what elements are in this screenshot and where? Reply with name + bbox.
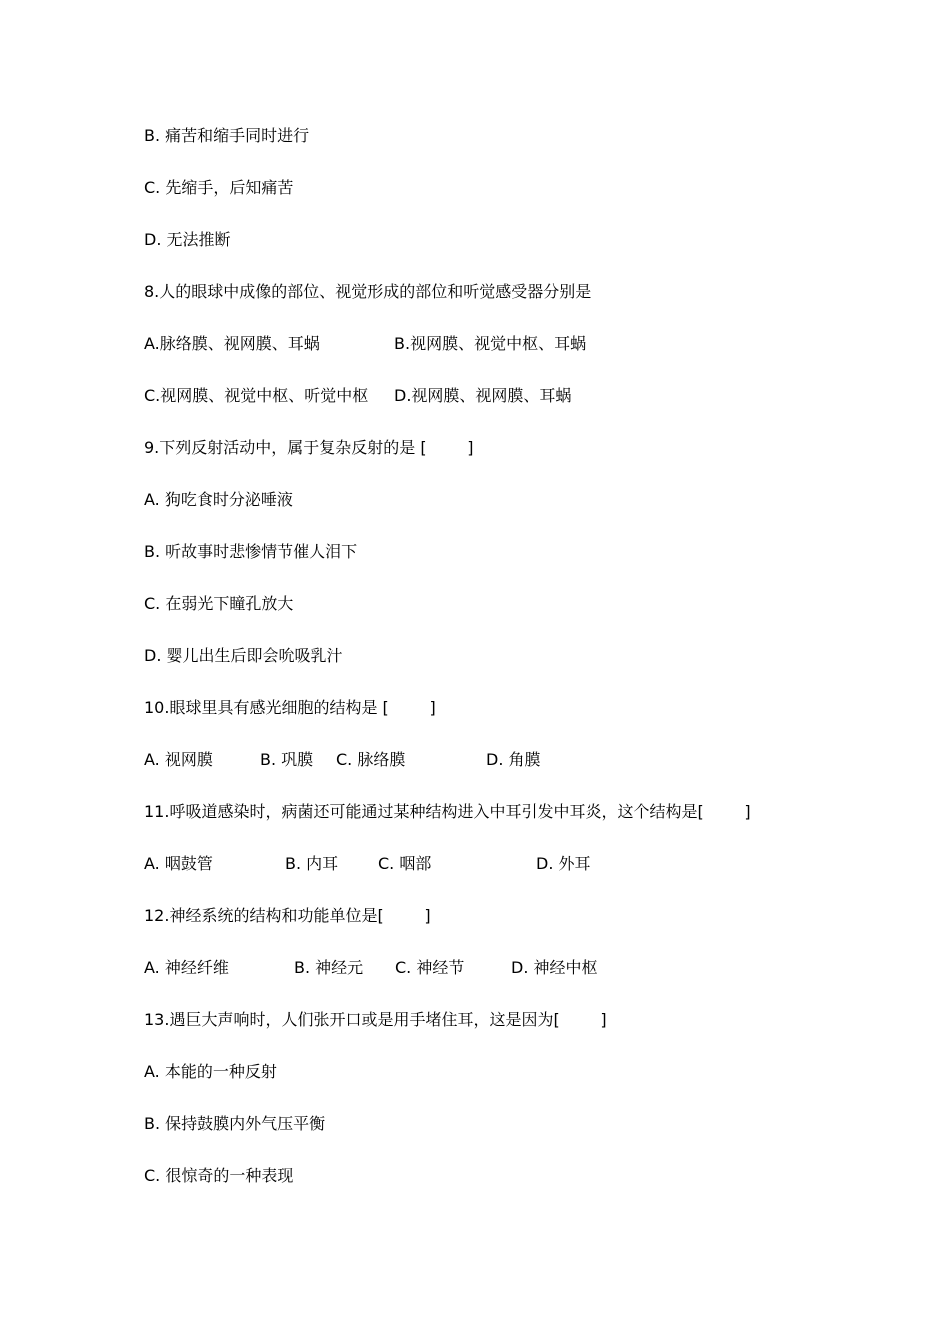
question-10-option-c: C. 脉络膜 — [336, 750, 406, 769]
question-13-option-b: B. 保持鼓膜内外气压平衡 — [144, 1114, 326, 1133]
question-13-option-c: C. 很惊奇的一种表现 — [144, 1166, 294, 1185]
question-8: 8.人的眼球中成像的部位、视觉形成的部位和听觉感受器分别是 — [144, 282, 592, 301]
question-8-option-d: D.视网膜、视网膜、耳蜗 — [394, 386, 572, 405]
question-13: 13.遇巨大声响时，人们张开口或是用手堵住耳，这是因为[ ] — [144, 1010, 607, 1029]
question-12-option-d: D. 神经中枢 — [511, 958, 598, 977]
question-13-option-a: A. 本能的一种反射 — [144, 1062, 277, 1081]
option-c-line: C. 先缩手，后知痛苦 — [144, 178, 294, 197]
option-d-line: D. 无法推断 — [144, 230, 231, 249]
question-11-option-d: D. 外耳 — [536, 854, 591, 873]
question-10: 10.眼球里具有感光细胞的结构是 [ ] — [144, 698, 436, 717]
question-11-option-c: C. 咽部 — [378, 854, 432, 873]
question-11-option-b: B. 内耳 — [285, 854, 339, 873]
question-11-option-a: A. 咽鼓管 — [144, 854, 213, 873]
question-9-option-c: C. 在弱光下瞳孔放大 — [144, 594, 294, 613]
question-9-option-d: D. 婴儿出生后即会吮吸乳汁 — [144, 646, 343, 665]
question-10-option-a: A. 视网膜 — [144, 750, 213, 769]
question-12-option-a: A. 神经纤维 — [144, 958, 229, 977]
question-12-option-c: C. 神经节 — [395, 958, 465, 977]
question-9-option-b: B. 听故事时悲惨情节催人泪下 — [144, 542, 358, 561]
question-10-option-b: B. 巩膜 — [260, 750, 314, 769]
question-10-option-d: D. 角膜 — [486, 750, 541, 769]
question-8-option-b: B.视网膜、视觉中枢、耳蜗 — [394, 334, 587, 353]
option-b-line: B. 痛苦和缩手同时进行 — [144, 126, 310, 145]
question-12: 12.神经系统的结构和功能单位是[ ] — [144, 906, 431, 925]
question-9-option-a: A. 狗吃食时分泌唾液 — [144, 490, 293, 509]
question-11: 11.呼吸道感染时，病菌还可能通过某种结构进入中耳引发中耳炎，这个结构是[ ] — [144, 802, 751, 821]
question-8-option-a: A.脉络膜、视网膜、耳蜗 — [144, 334, 320, 353]
question-8-option-c: C.视网膜、视觉中枢、听觉中枢 — [144, 386, 369, 405]
question-12-option-b: B. 神经元 — [294, 958, 364, 977]
question-9: 9.下列反射活动中，属于复杂反射的是 [ ] — [144, 438, 474, 457]
